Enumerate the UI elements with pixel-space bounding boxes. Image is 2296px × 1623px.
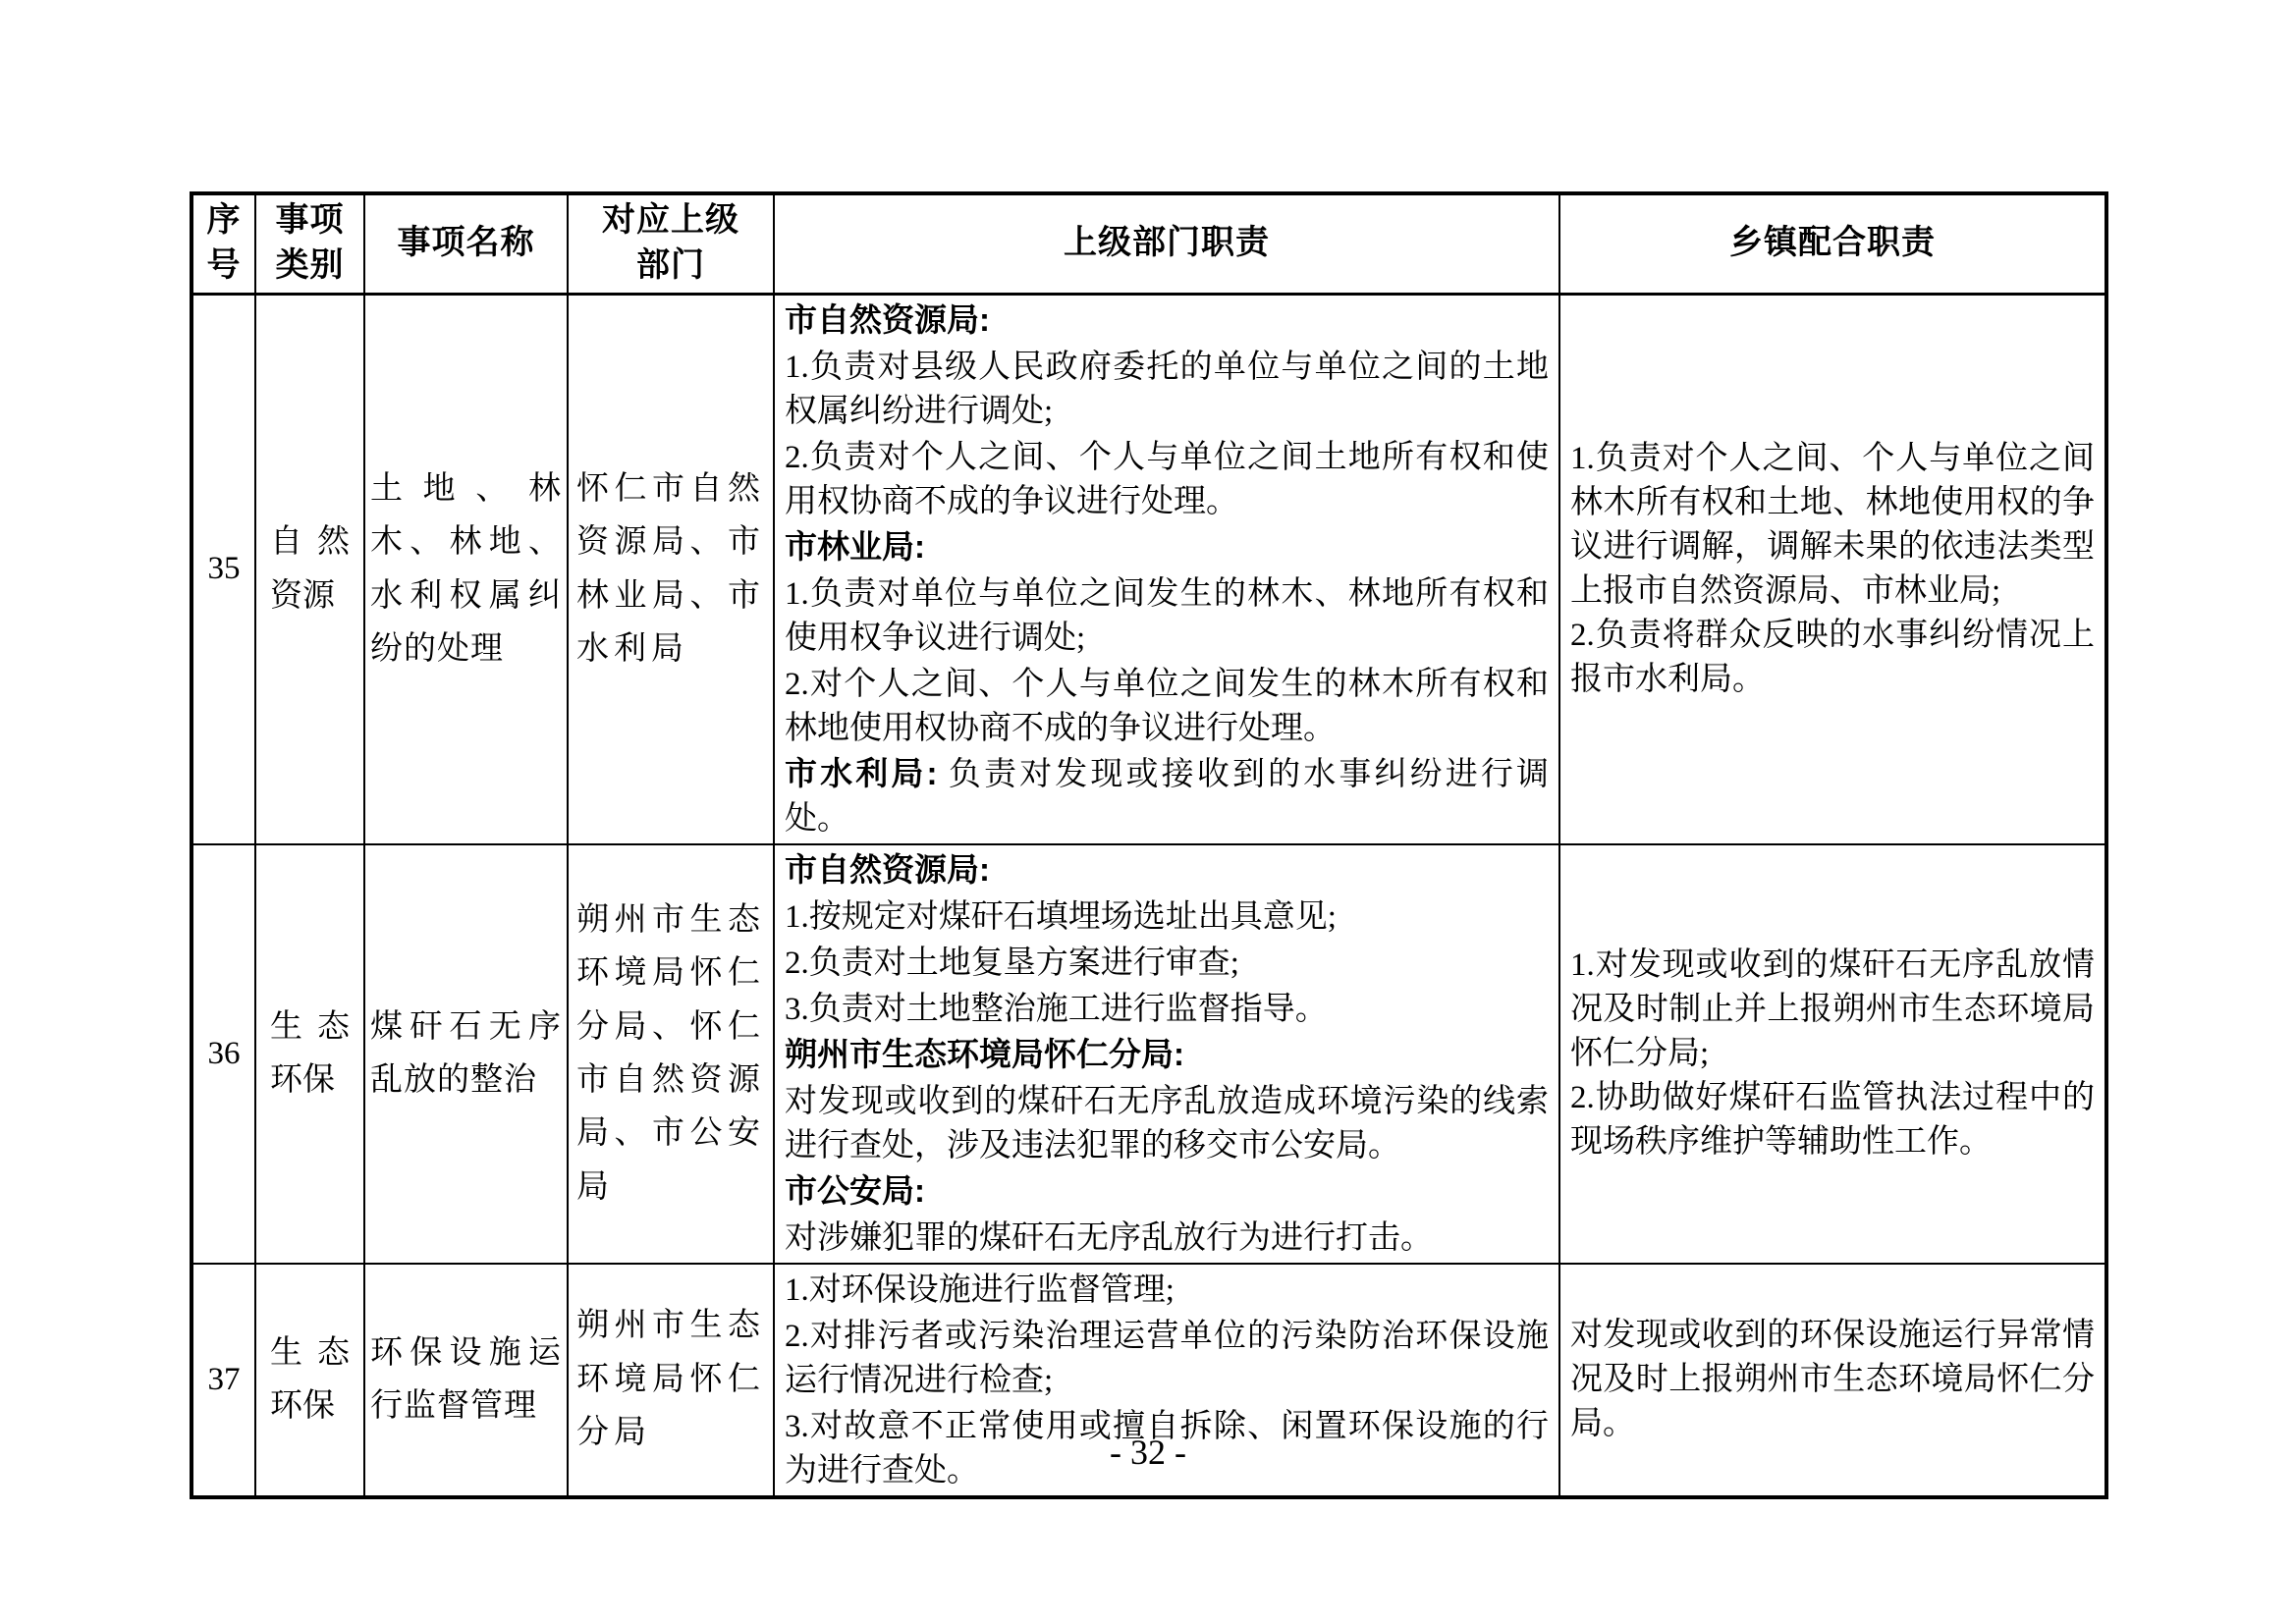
duty-line: 3.负责对土地整治施工进行监督指导。 bbox=[785, 991, 1328, 1027]
col-header-seq: 序号 bbox=[191, 193, 255, 294]
duty-line: 1.对环保设施进行监督管理; bbox=[785, 1271, 1175, 1308]
cell-item-name: 环保设施运行监督管理 bbox=[364, 1264, 568, 1497]
cell-department: 朔州市生态环境局怀仁分局 bbox=[568, 1264, 774, 1497]
cell-seq: 36 bbox=[191, 844, 255, 1264]
duty-line: 1.负责对县级人民政府委托的单位与单位之间的土地权属纠纷进行调处; bbox=[785, 349, 1549, 429]
department-name: 市林业局: bbox=[785, 527, 925, 565]
duty-line: 对发现或收到的环保设施运行异常情况及时上报朔州市生态环境局怀仁分局。 bbox=[1570, 1317, 2095, 1441]
cell-superior-duties bbox=[774, 844, 1559, 1264]
cell-item-name: 土地、林木、林地、水利权属纠纷的处理 bbox=[364, 294, 568, 844]
col-header-township-duties: 乡镇配合职责 bbox=[1559, 193, 2106, 294]
department-name: 市自然资源局: bbox=[785, 850, 990, 888]
duty-line: 2.负责对个人之间、个人与单位之间土地所有权和使用权协商不成的争议进行处理。 bbox=[785, 439, 1549, 519]
duty-line bbox=[785, 847, 1549, 893]
cell-category: 自然资源 bbox=[255, 294, 364, 844]
cell-category: 生态环保 bbox=[255, 844, 364, 1264]
page-number: - 32 - bbox=[1110, 1433, 1186, 1472]
duty-line bbox=[785, 1168, 1549, 1215]
table-row-36 bbox=[191, 844, 2106, 1264]
duty-line: 1.负责对个人之间、个人与单位之间林木所有权和土地、林地使用权的争议进行调解，调解未果的依违法类型上报市自然资源局、市林业局; bbox=[1570, 440, 2095, 609]
cell-township-duties bbox=[1559, 844, 2106, 1264]
duty-line bbox=[785, 298, 1549, 344]
cell-category: 生态环保 bbox=[255, 1264, 364, 1497]
duty-line: 2.对排污者或污染治理运营单位的污染防治环保设施运行情况进行检查; bbox=[785, 1318, 1549, 1398]
duty-line bbox=[785, 524, 1549, 570]
department-name: 市水利局: bbox=[785, 754, 938, 791]
duty-line: 2.负责将群众反映的水事纠纷情况上报市水利局。 bbox=[1570, 617, 2095, 697]
col-header-item-name: 事项名称 bbox=[364, 193, 568, 294]
duty-line bbox=[785, 1032, 1549, 1078]
duty-line: 对涉嫌犯罪的煤矸石无序乱放行为进行打击。 bbox=[785, 1219, 1433, 1256]
col-header-category: 事项类别 bbox=[255, 193, 364, 294]
cell-item-name: 煤矸石无序乱放的整治 bbox=[364, 844, 568, 1264]
duty-line: 1.负责对单位与单位之间发生的林木、林地所有权和使用权争议进行调处; bbox=[785, 575, 1549, 656]
cell-seq: 37 bbox=[191, 1264, 255, 1497]
duties-table bbox=[190, 191, 2108, 1499]
cell-township-duties bbox=[1559, 294, 2106, 844]
duty-line: 市水利局: 负责对发现或接收到的水事纠纷进行调处。 bbox=[785, 754, 1549, 837]
department-name: 朔州市生态环境局怀仁分局: bbox=[785, 1035, 1184, 1072]
cell-department: 朔州市生态环境局怀仁分局、怀仁市自然资源局、市公安局 bbox=[568, 844, 774, 1264]
col-header-department: 对应上级部门 bbox=[568, 193, 774, 294]
department-name: 市公安局: bbox=[785, 1171, 925, 1209]
duty-line: 2.协助做好煤矸石监管执法过程中的现场秩序维护等辅助性工作。 bbox=[1570, 1079, 2095, 1160]
department-name: 市自然资源局: bbox=[785, 300, 990, 338]
duty-line: 2.对个人之间、个人与单位之间发生的林木所有权和林地使用权协商不成的争议进行处理。 bbox=[785, 666, 1549, 746]
cell-superior-duties bbox=[774, 294, 1559, 844]
table-header-row bbox=[191, 193, 2106, 294]
duty-line: 对发现或收到的煤矸石无序乱放造成环境污染的线索进行查处，涉及违法犯罪的移交市公安局。 bbox=[785, 1083, 1549, 1163]
table-row-35 bbox=[191, 294, 2106, 844]
duty-line: 1.对发现或收到的煤矸石无序乱放情况及时制止并上报朔州市生态环境局怀仁分局; bbox=[1570, 947, 2095, 1071]
cell-seq: 35 bbox=[191, 294, 255, 844]
duty-line: 3.对故意不正常使用或擅自拆除、闲置环保设施的行为进行查处。 bbox=[785, 1408, 1549, 1488]
cell-department: 怀仁市自然资源局、市林业局、市水利局 bbox=[568, 294, 774, 844]
duty-line: 2.负责对土地复垦方案进行审查; bbox=[785, 945, 1239, 981]
col-header-superior-duties: 上级部门职责 bbox=[774, 193, 1559, 294]
duty-line: 1.按规定对煤矸石填埋场选址出具意见; bbox=[785, 898, 1337, 935]
